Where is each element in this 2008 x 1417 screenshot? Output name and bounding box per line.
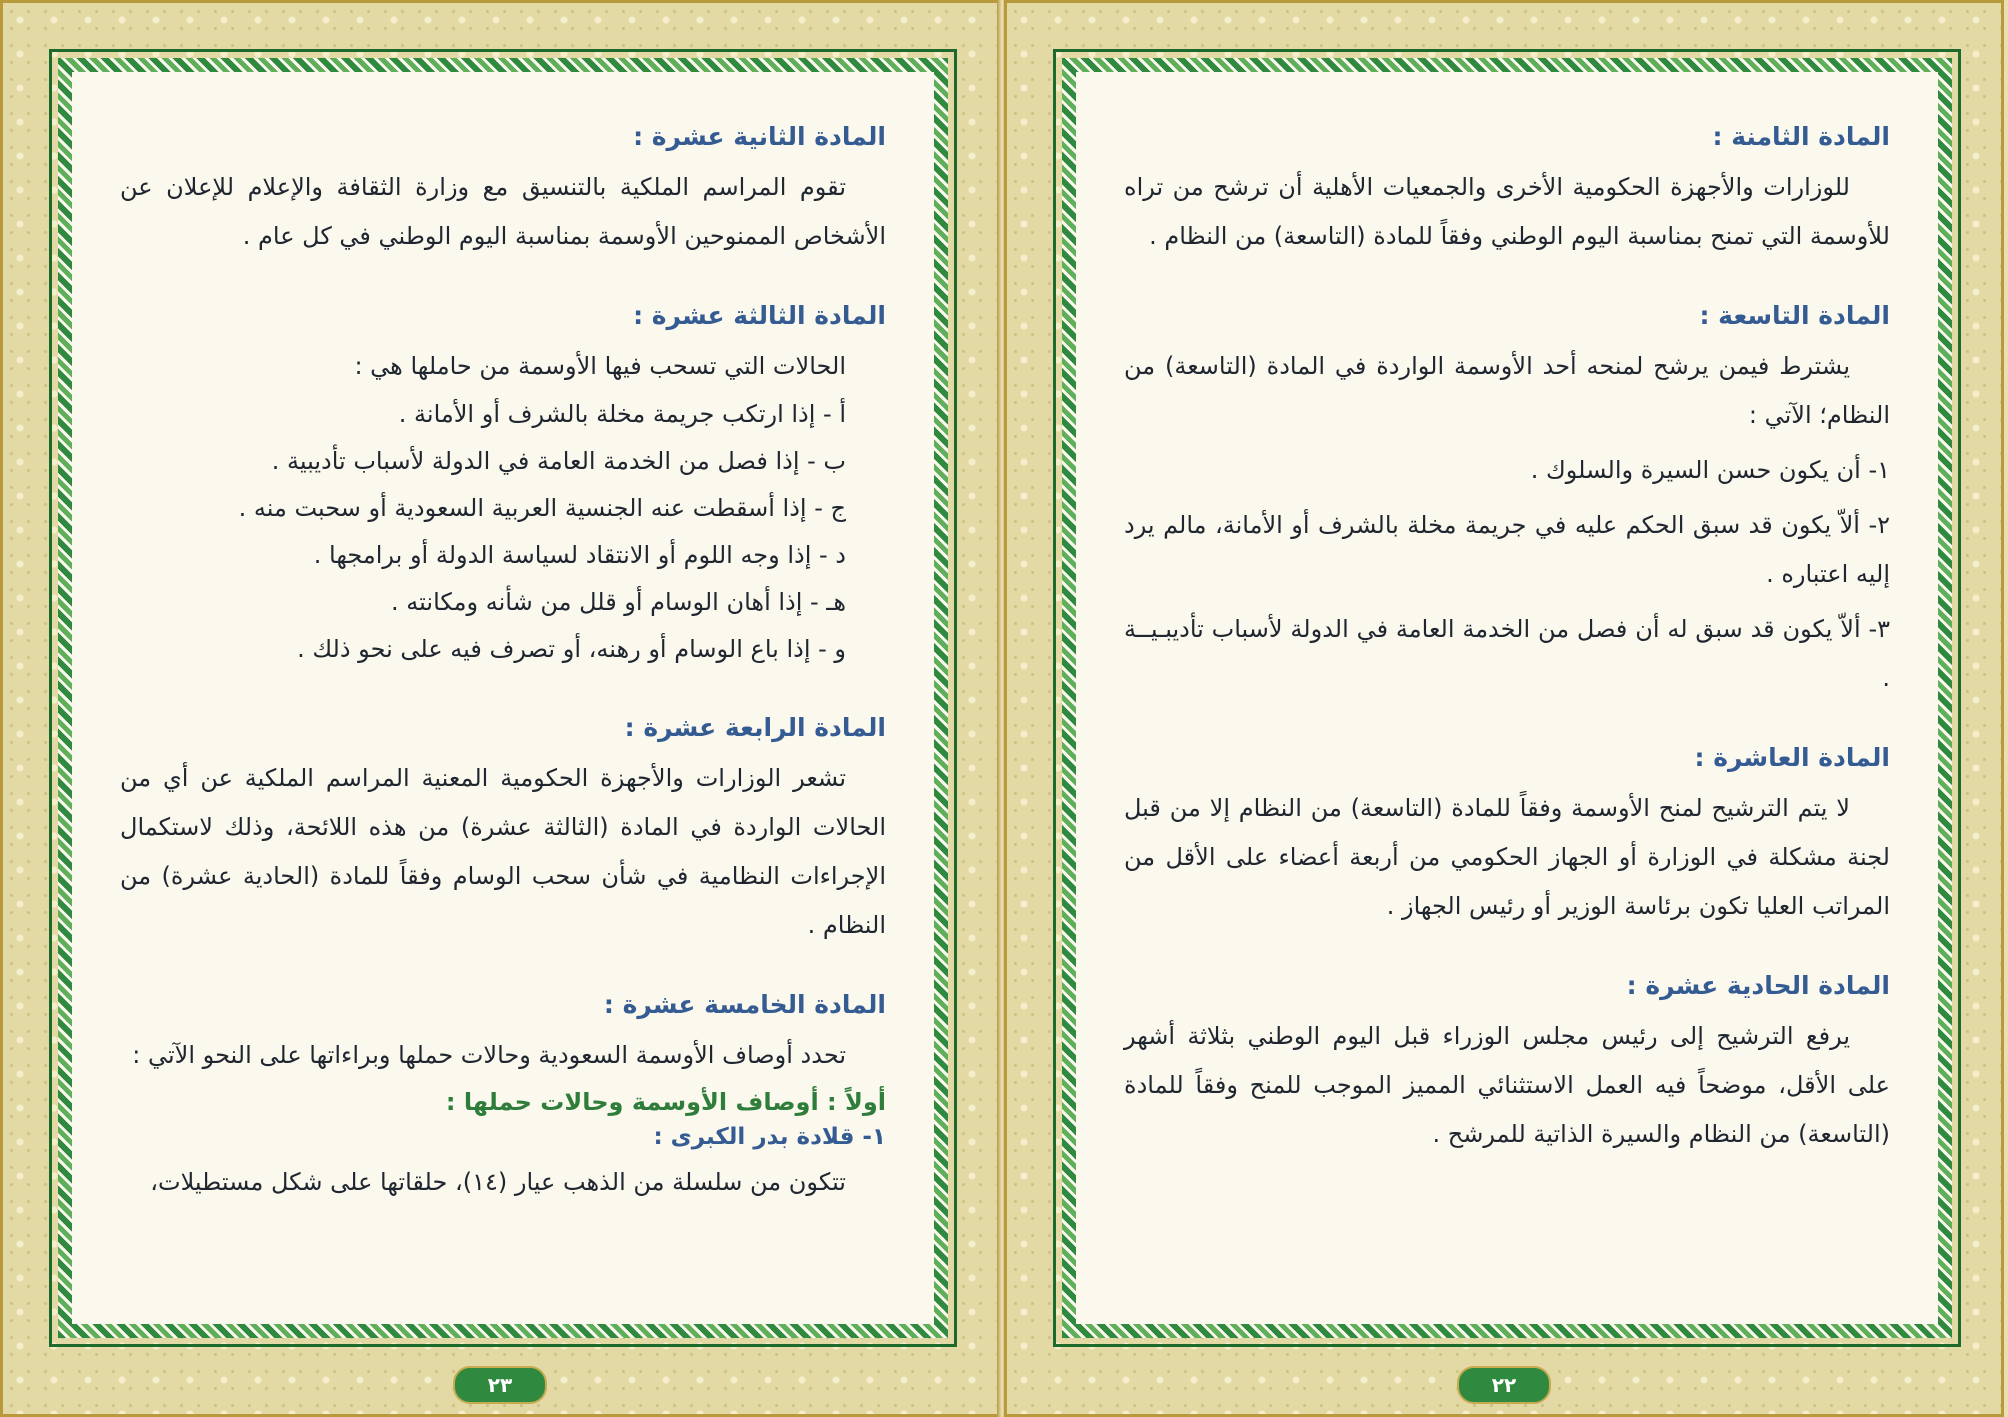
right-page-frame [1062,58,1952,1338]
page-number: ٢٣ [453,1366,547,1404]
article-10 [1124,743,1890,931]
article-15-item-body: تتكون من سلسلة من الذهب عيار (١٤)، حلقاتها على شكل مستطيلات، [150,1168,846,1196]
article-11-heading: المادة الحادية عشرة : [1626,971,1890,1000]
article-14-heading: المادة الرابعة عشرة : [624,713,886,742]
article-15 [120,990,886,1207]
list-item: ج - إذا أسقطت عنه الجنسية العربية السعودية أو سحبت منه . [238,494,846,522]
article-15-subheading: أولاً : أوصاف الأوسمة وحالات حملها : [445,1088,886,1116]
article-9-body: يشترط فيمن يرشح لمنحه أحد الأوسمة الواردة في المادة (التاسعة) من النظام؛ الآتي : [1124,352,1890,429]
article-12 [120,122,886,261]
list-item: أ - إذا ارتكب جريمة مخلة بالشرف أو الأمانة . [398,400,846,428]
left-page [0,0,1000,1417]
list-item: ب - إذا فصل من الخدمة العامة في الدولة لأسباب تأديبية . [271,447,846,475]
article-11 [1124,971,1890,1159]
article-12-body: تقوم المراسم الملكية بالتنسيق مع وزارة الثقافة والإعلام للإعلان عن الأشخاص الممنوحين الأوسمة بمناسبة اليوم الوطني في كل عام . [120,173,886,250]
left-page-text [120,122,886,1207]
list-item: ٢- ألاّ يكون قد سبق الحكم عليه في جريمة مخلة بالشرف أو الأمانة، مالم يرد إليه اعتباره . [1124,511,1890,588]
page-number: ٢٢ [1457,1366,1551,1404]
article-13-heading: المادة الثالثة عشرة : [633,301,886,330]
article-15-item-heading: ١- قلادة بدر الكبرى : [653,1124,886,1150]
article-13 [120,301,886,673]
article-8 [1124,122,1890,261]
article-15-heading: المادة الخامسة عشرة : [603,990,886,1019]
article-8-heading: المادة الثامنة : [1712,122,1890,151]
article-14 [120,713,886,950]
article-10-heading: المادة العاشرة : [1694,743,1890,772]
article-9 [1124,301,1890,703]
article-14-body: تشعر الوزارات والأجهزة الحكومية المعنية المراسم الملكية عن أي من الحالات الواردة في المادة (الثالثة عشرة) من هذه اللائحة، وذلك لاستكمال الإجراءات النظامية في شأن سحب الوسام وفقاً للمادة (الحادية عشرة) من النظام . [120,764,886,939]
article-9-heading: المادة التاسعة : [1699,301,1890,330]
article-13-list [120,391,886,673]
list-item: د - إذا وجه اللوم أو الانتقاد لسياسة الدولة أو برامجها . [313,541,846,569]
right-page [1004,0,2004,1417]
article-11-body: يرفع الترشيح إلى رئيس مجلس الوزراء قبل اليوم الوطني بثلاثة أشهر على الأقل، موضحاً فيه العمل الاستثنائي المميز الموجب للمنح وفقاً للمادة (التاسعة) من النظام والسيرة الذاتية للمرشح . [1124,1022,1890,1148]
list-item: هـ - إذا أهان الوسام أو قلل من شأنه ومكانته . [391,588,846,616]
right-page-text [1124,122,1890,1159]
article-13-intro: الحالات التي تسحب فيها الأوسمة من حاملها هي : [354,352,846,380]
article-8-body: للوزارات والأجهزة الحكومية الأخرى والجمعيات الأهلية أن ترشح من تراه للأوسمة التي تمنح بمناسبة اليوم الوطني وفقاً للمادة (التاسعة) من النظام . [1124,173,1890,250]
article-10-body: لا يتم الترشيح لمنح الأوسمة وفقاً للمادة (التاسعة) من النظام إلا من قبل لجنة مشكلة في الوزارة أو الجهاز الحكومي من أربعة أعضاء على الأقل من المراتب العليا تكون برئاسة الوزير أو رئيس الجهاز . [1124,794,1890,920]
list-item: و - إذا باع الوسام أو رهنه، أو تصرف فيه على نحو ذلك . [297,635,846,663]
list-item: ١- أن يكون حسن السيرة والسلوك . [1530,456,1890,484]
left-page-frame [58,58,948,1338]
list-item: ٣- ألاّ يكون قد سبق له أن فصل من الخدمة العامة في الدولة لأسباب تأديبـيــة . [1124,615,1890,692]
article-12-heading: المادة الثانية عشرة : [633,122,886,151]
article-15-body: تحدد أوصاف الأوسمة السعودية وحالات حملها وبراءاتها على النحو الآتي : [132,1041,846,1069]
